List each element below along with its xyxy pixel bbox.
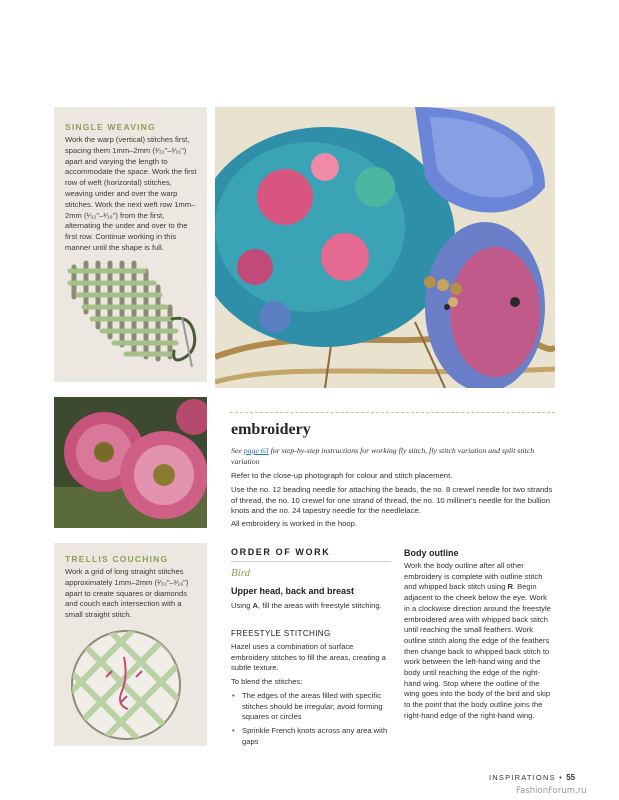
upper-head-heading: Upper head, back and breast	[231, 586, 355, 596]
lead-prefix: See	[231, 446, 244, 455]
trellis-couching-diagram	[66, 627, 196, 742]
single-weaving-panel	[54, 107, 207, 382]
bird-heading: Bird	[231, 567, 251, 579]
body-outline-pre: Work the body outline after all other embroidery is complete with outline stitch and whipped back stitch using	[404, 561, 543, 592]
blend-list	[231, 691, 391, 751]
body-outline-post: . Begin adjacent to the cheek below the eye. Work in a clockwise direction around the freestyle embroidered area with whipped back stitch until reaching the small feathers. Work outline stitch along the edge of the feathers then change back to whipped back stitch to work between the left-hand wing and the body until reaching the edge of the right-hand wing. Stop where the outline of the wing goes into the body of the bird and skip to the point that the body outline joins the right-hand edge of the right-hand wing.	[404, 582, 551, 720]
trellis-couching-text: Work a grid of long straight stitches approximately 1mm–2mm (¹⁄₃₂"–¹⁄₁₆") apart to create squares or diamonds and couch each intersection with a small straight stitch.	[65, 567, 189, 620]
single-weaving-diagram	[64, 257, 204, 372]
order-of-work-heading: ORDER OF WORK	[231, 547, 331, 557]
thread-r: R	[507, 582, 513, 592]
body-outline-heading: Body outline	[404, 548, 459, 558]
upper-head-text	[231, 601, 391, 612]
embroidery-para-2: Use the no. 12 beading needle for attaching the beads, the no. 8 crewel needle for two strands of thread, the no. 10 crewel for one strand of thread, the no. 10 milliner's needle for the bullion knots and the no. 24 tapestry needle for the needlelace.	[231, 485, 553, 516]
upper-head-pre: Using	[231, 601, 253, 610]
section-divider	[230, 412, 555, 413]
trellis-couching-panel	[54, 543, 207, 746]
list-item: • Sprinkle French knots across any area with gaps	[231, 726, 391, 747]
footer-separator: •	[559, 773, 563, 782]
single-weaving-text: Work the warp (vertical) stitches first, spacing them 1mm–2mm (¹⁄₃₂"–¹⁄₁₆") apart and varying the length to accommodate the space. Work the first row of weft (horizontal) stitches, weaving under and over the warp stitches. Work the next weft row 1mm–2mm (¹⁄₃₂"–¹⁄₁₆") from the first, alternating the under and over to the first row. Continue working in this manner until the shape is full.	[65, 135, 197, 252]
footer-section: INSPIRATIONS	[489, 773, 556, 782]
freestyle-text: Hazel uses a combination of surface embroidery stitches to fill the areas, creating a subtle texture.	[231, 642, 386, 673]
lead-suffix: for step-by-step instructions for working fly stitch, fly stitch variation and split stitch variation	[231, 446, 535, 466]
freestyle-heading: FREESTYLE STITCHING	[231, 629, 331, 638]
blend-intro: To blend the stitches:	[231, 677, 303, 686]
embroidery-lead	[231, 445, 551, 467]
order-underline	[231, 561, 391, 562]
page-63-link[interactable]: page 63	[243, 446, 269, 455]
thread-a: A	[252, 601, 259, 610]
embroidery-heading: embroidery	[231, 421, 311, 438]
single-weaving-title: SINGLE WEAVING	[65, 122, 156, 132]
embroidery-closeup-photo	[215, 107, 555, 388]
page-number: 55	[566, 773, 576, 782]
embroidery-para-1: Refer to the close-up photograph for colour and stitch placement.	[231, 471, 453, 480]
list-item: • The edges of the areas filled with specific stitches should be irregular; avoid forming squares or circles	[231, 691, 391, 723]
dahlia-photo	[54, 397, 207, 528]
page-footer	[489, 773, 575, 782]
watermark: FashionForum.ru	[516, 786, 587, 796]
upper-head-post: , fill the areas with freestyle stitching.	[258, 601, 382, 610]
body-outline-text	[404, 561, 554, 722]
trellis-couching-title: TRELLIS COUCHING	[65, 554, 169, 564]
embroidery-para-3: All embroidery is worked in the hoop.	[231, 519, 358, 528]
